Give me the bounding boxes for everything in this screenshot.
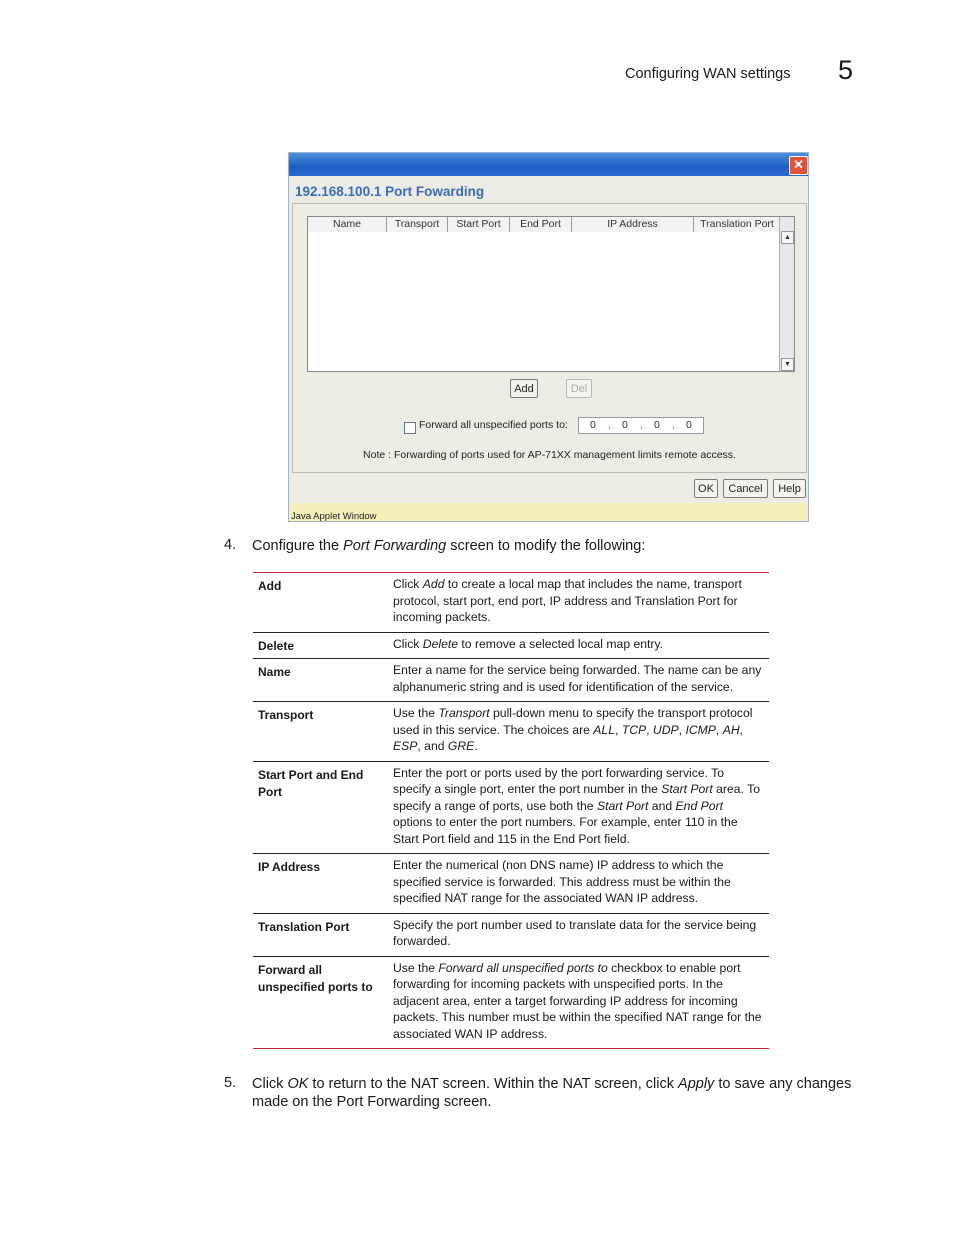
vertical-scrollbar[interactable] [779, 217, 794, 371]
step-4-text: Configure the Port Forwarding screen to modify the following: [252, 538, 646, 554]
applet-status-text: Java Applet Window [291, 511, 377, 522]
table-bottom-rule [253, 1048, 769, 1049]
section-title: Configuring WAN settings [625, 66, 791, 82]
column-header-transport[interactable]: Transport [387, 217, 448, 232]
window-heading: 192.168.100.1 Port Fowarding [295, 184, 485, 199]
definition-row [253, 914, 769, 957]
definition-description: Specify the port number used to translate data for the service being forwarded. [393, 917, 757, 948]
cancel-button[interactable]: Cancel [723, 479, 768, 498]
definition-row [253, 762, 769, 855]
definition-term: IP Address [258, 860, 321, 874]
step-5-text: Click OK to return to the NAT screen. Within the NAT screen, click Apply to save any changes made on the Port Forwarding screen. [252, 1076, 852, 1110]
definition-description: Enter the port or ports used by the port forwarding service. To specify a single port, enter the port number in the Start Port area. To specify a range of ports, use both the Start Port and End Port options to enter the port numbers. For example, enter 110 in the Start Port field and 115 in the End Port field. [393, 765, 760, 846]
close-icon[interactable]: ✕ [789, 156, 808, 175]
scroll-up-icon[interactable]: ▲ [781, 231, 794, 244]
definition-description: Use the Forward all unspecified ports to checkbox to enable port forwarding for incoming packets with unspecified ports. In the adjacent area, enter a target forwarding IP address for incoming packets. This number must be within the specified NAT range for the associated WAN IP address. [393, 960, 762, 1041]
definition-term: Forward all unspecified ports to [258, 962, 373, 994]
window-title-bar [289, 153, 808, 176]
definition-description: Click Delete to remove a selected local map entry. [393, 636, 664, 651]
help-button[interactable]: Help [773, 479, 806, 498]
definition-term: Transport [258, 708, 314, 722]
definition-row [253, 633, 769, 660]
column-header-ip-address[interactable]: IP Address [572, 217, 694, 232]
definition-row [253, 659, 769, 702]
add-button[interactable]: Add [510, 379, 538, 398]
definition-row [253, 957, 769, 1049]
column-header-start-port[interactable]: Start Port [448, 217, 510, 232]
forward-unspecified-checkbox[interactable] [404, 422, 416, 434]
chapter-number: 5 [838, 55, 854, 85]
forward-ip-input[interactable]: 0 . 0 . 0 . 0 [578, 417, 704, 434]
definition-description: Use the Transport pull-down menu to specify the transport protocol used in this service. The choices are ALL, TCP, UDP, ICMP, AH, ESP, and GRE. [393, 706, 753, 753]
column-header-translation-port[interactable]: Translation Port [694, 217, 781, 232]
definition-term: Add [258, 579, 282, 593]
definition-rows [253, 573, 769, 1048]
definition-table [253, 572, 769, 1049]
definition-term: Delete [258, 638, 295, 653]
del-button[interactable]: Del [566, 379, 592, 398]
step-number: 5. [224, 1075, 237, 1091]
definition-description: Enter a name for the service being forwarded. The name can be any alphanumeric string and is used for identification of the service. [393, 663, 762, 694]
step-number: 4. [224, 537, 237, 553]
column-header-name[interactable]: Name [308, 217, 387, 232]
scroll-down-icon[interactable]: ▼ [781, 358, 794, 371]
definition-term: Start Port and End Port [258, 767, 364, 799]
port-forwarding-table [307, 216, 795, 372]
port-forwarding-panel [292, 203, 807, 473]
definition-row [253, 854, 769, 914]
column-header-end-port[interactable]: End Port [510, 217, 572, 232]
definition-row [253, 702, 769, 762]
definition-term: Translation Port [258, 919, 350, 934]
ok-button[interactable]: OK [694, 479, 718, 498]
port-forwarding-window [288, 152, 809, 522]
definition-row [253, 573, 769, 633]
forward-unspecified-label: Forward all unspecified ports to: [419, 419, 568, 431]
definition-term: Name [258, 665, 291, 679]
definition-description: Click Add to create a local map that includes the name, transport protocol, start port, end port, IP address and Translation Port for incoming packets. [393, 577, 742, 624]
definition-description: Enter the numerical (non DNS name) IP address to which the specified service is forwarded. This address must be within the specified NAT range for the associated WAN IP address. [393, 858, 731, 905]
management-note: Note : Forwarding of ports used for AP-71XX management limits remote access. [363, 449, 736, 461]
